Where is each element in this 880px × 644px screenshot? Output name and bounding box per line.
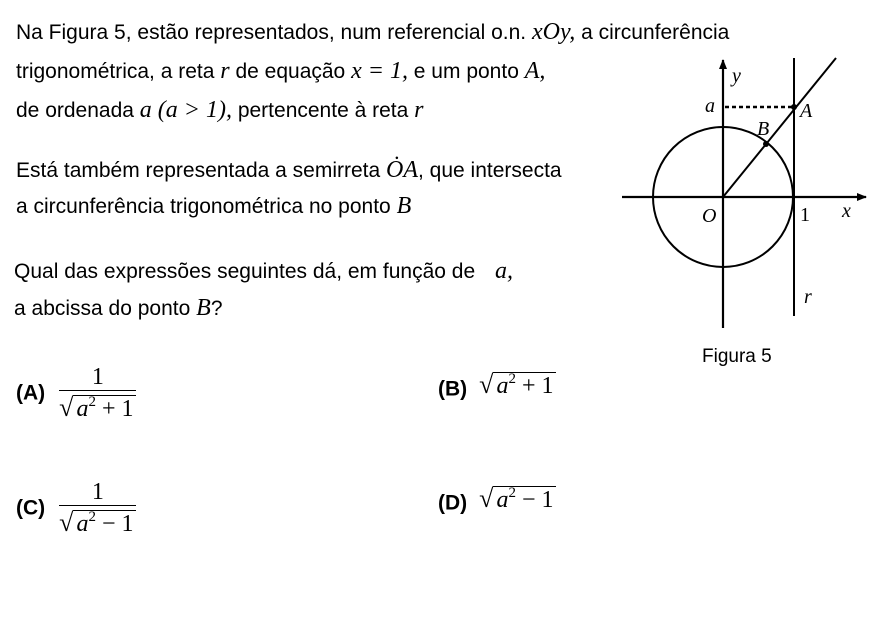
label-one: 1 [800,204,810,226]
radicand-base: a [496,487,509,513]
radicand-rest: + 1 [95,396,134,422]
label-x: x [842,200,851,222]
question-text: Qual das expressões seguintes dá, em função de [14,260,476,283]
math-r: r [414,97,424,123]
math-a-condition: a (a > 1), [139,97,232,123]
label-A: A [800,100,813,122]
numerator: 1 [91,364,104,390]
exponent: 2 [508,371,516,387]
math-equation: x = 1, [351,58,408,84]
label-B: B [757,118,770,140]
radicand-base: a [76,511,89,537]
label-r: r [804,286,812,308]
sqrt-symbol: √ [59,393,74,422]
statement-text: de ordenada [16,99,134,122]
math-B: B [196,295,211,321]
label-y: y [732,65,741,87]
figure-caption: Figura 5 [702,346,772,367]
label-a: a [705,95,715,117]
math-B: B [396,193,412,219]
radicand-rest: − 1 [515,487,554,513]
question-mark: ? [210,297,223,320]
statement-text: Na Figura 5, estão representados, num referencial o.n. [16,21,527,44]
sqrt-symbol: √ [479,484,494,513]
exponent: 2 [88,509,96,525]
option-label: (D) [438,491,468,515]
radicand-base: a [76,396,89,422]
option-label: (C) [16,496,46,520]
statement-text: e um ponto [413,60,519,83]
statement-text: Está também representada a semirreta [16,159,381,182]
option-label: (A) [16,381,46,405]
point-B [763,141,769,147]
statement-text: pertencente à reta [237,99,409,122]
math-A: A, [524,58,546,84]
sqrt-symbol: √ [59,508,74,537]
statement-text: trigonométrica, a reta [16,60,215,83]
statement-text: a circunferência [581,21,730,44]
math-r: r [220,58,230,84]
radicand-rest: + 1 [515,373,554,399]
radicand-rest: − 1 [95,511,134,537]
sqrt-symbol: √ [479,370,494,399]
math-xoy: xOy, [531,19,576,45]
statement-text: , que intersecta [418,159,562,182]
statement-text: de equação [235,60,346,83]
math-a: a, [494,258,513,284]
statement-text: a circunferência trigonométrica no ponto [16,195,391,218]
option-label: (B) [438,377,468,401]
exponent: 2 [88,394,96,410]
question-text: a abcissa do ponto [14,297,191,320]
exponent: 2 [508,485,516,501]
numerator: 1 [91,479,104,505]
label-O: O [702,205,717,227]
math-ray-OA: ȮA [386,157,419,183]
point-A [791,104,797,110]
radicand-base: a [496,373,509,399]
